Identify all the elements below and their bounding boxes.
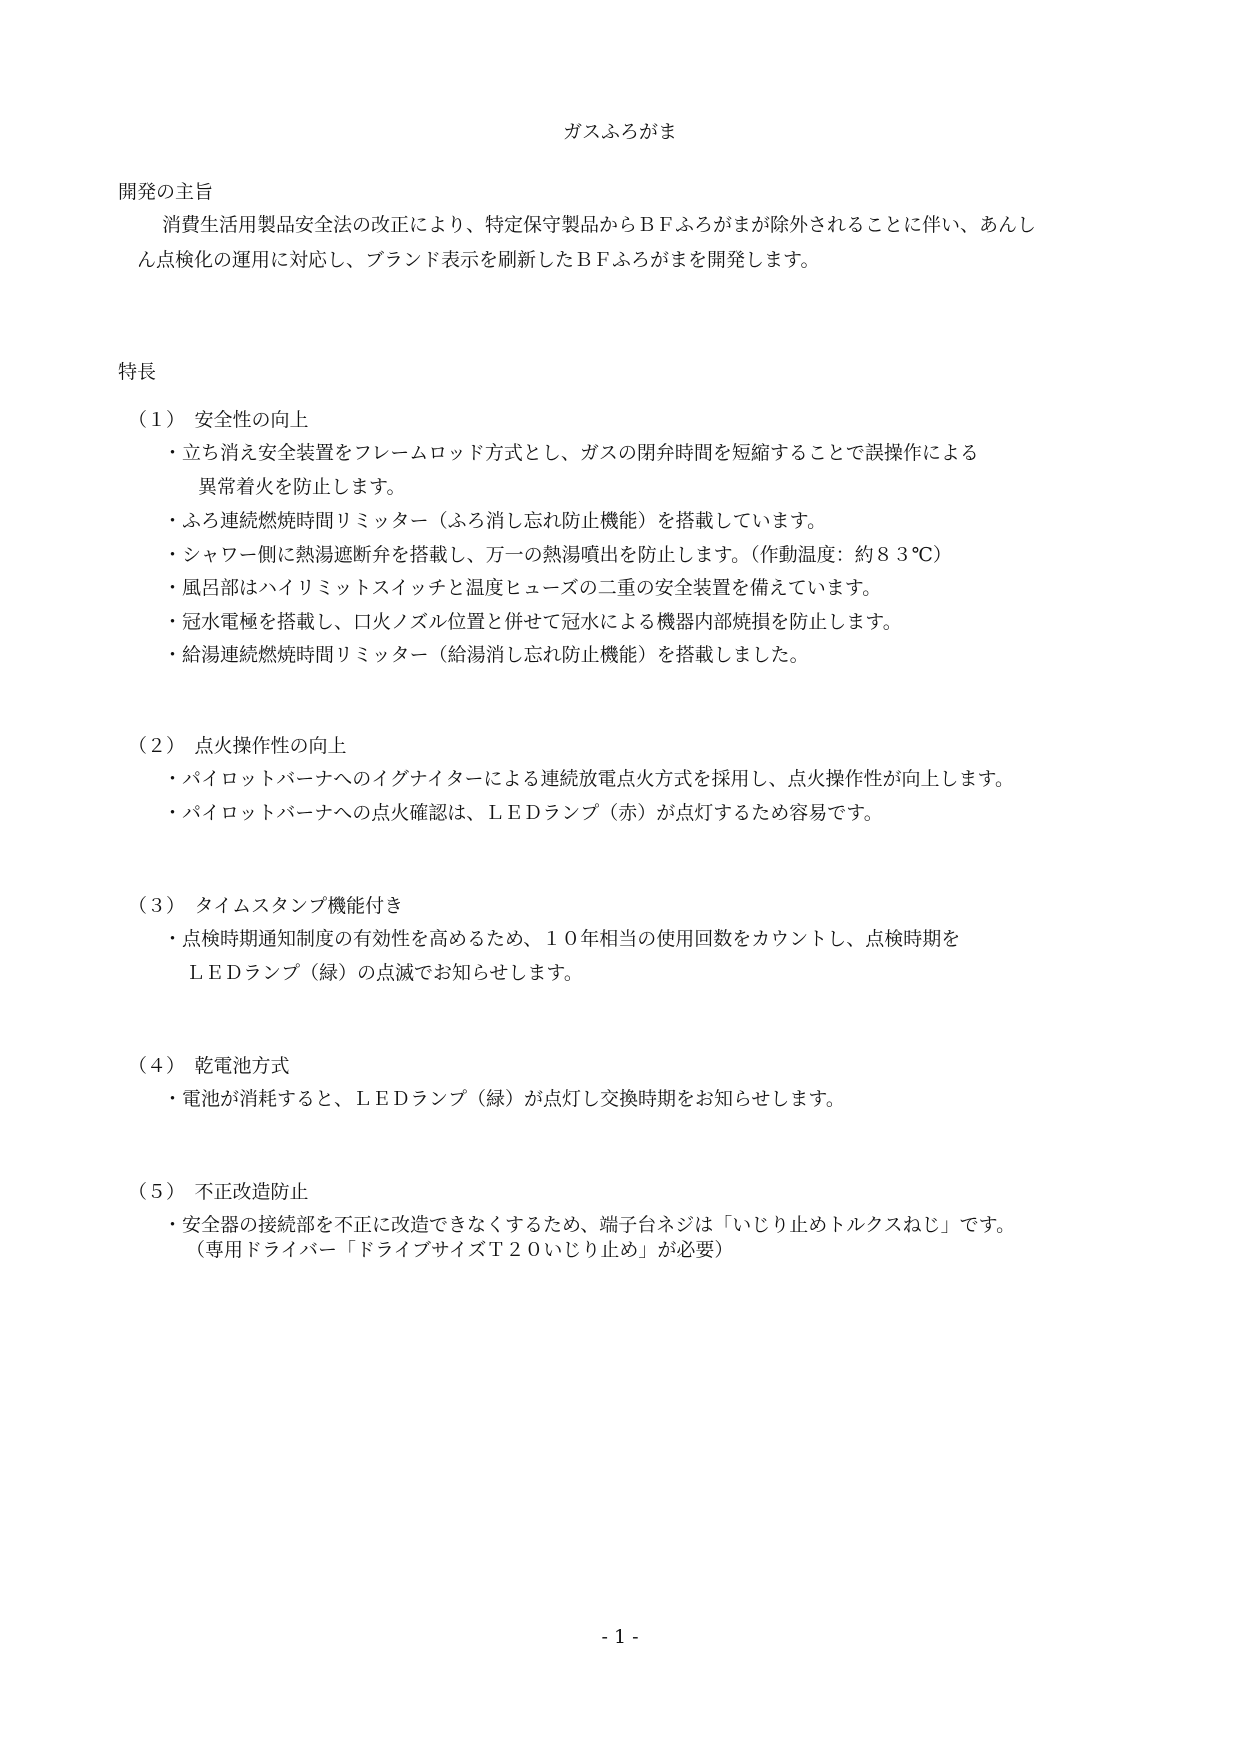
feature-item: ・シャワー側に熱湯遮断弁を搭載し、万一の熱湯噴出を防止します。（作動温度：約８３℃）	[163, 544, 952, 566]
purpose-line: 消費生活用製品安全法の改正により、特定保守製品からＢＦふろがまが除外されることに伴い、あんし	[162, 214, 1037, 236]
section-heading-safety: （１） 安全性の向上	[128, 409, 309, 431]
feature-item: ・パイロットバーナへの点火確認は、ＬＥＤランプ（赤）が点灯するため容易です。	[163, 802, 883, 824]
feature-item: ・冠水電極を搭載し、口火ノズル位置と併せて冠水による機器内部焼損を防止します。	[163, 611, 902, 633]
section-heading-tamper: （５） 不正改造防止	[128, 1181, 309, 1203]
feature-item: ・パイロットバーナへのイグナイターによる連続放電点火方式を採用し、点火操作性が向上します。	[163, 768, 1015, 790]
feature-item: ・風呂部はハイリミットスイッチと温度ヒューズの二重の安全装置を備えています。	[163, 577, 882, 599]
feature-item: ・点検時期通知制度の有効性を高めるため、１０年相当の使用回数をカウントし、点検時期を	[163, 928, 961, 950]
section-heading-battery: （４） 乾電池方式	[128, 1055, 290, 1077]
feature-item: ・給湯連続燃焼時間リミッター（給湯消し忘れ防止機能）を搭載しました。	[163, 644, 809, 666]
purpose-heading: 開発の主旨	[118, 181, 214, 203]
feature-item-continuation: ＬＥＤランプ（緑）の点滅でお知らせします。	[186, 962, 583, 984]
purpose-line: ん点検化の運用に対応し、ブランド表示を刷新したＢＦふろがまを開発します。	[137, 249, 820, 271]
section-heading-ignition: （２） 点火操作性の向上	[128, 735, 347, 757]
feature-item-continuation: 異常着火を防止します。	[198, 476, 406, 498]
feature-item: ・ふろ連続燃焼時間リミッター（ふろ消し忘れ防止機能）を搭載しています。	[163, 510, 827, 532]
features-heading: 特長	[118, 361, 157, 383]
document-title: ガスふろがま	[562, 121, 677, 143]
feature-item: ・立ち消え安全装置をフレームロッド方式とし、ガスの閉弁時間を短縮することで誤操作による	[163, 442, 979, 464]
feature-item-continuation: （専用ドライバー「ドライブサイズＴ２０いじり止め」が必要）	[186, 1239, 734, 1261]
feature-item: ・安全器の接続部を不正に改造できなくするため、端子台ネジは「いじり止めトルクスねじ」です。	[163, 1214, 1016, 1236]
page-number: - 1 -	[601, 1626, 639, 1648]
section-heading-timestamp: （３） タイムスタンプ機能付き	[128, 895, 404, 917]
feature-item: ・電池が消耗すると、ＬＥＤランプ（緑）が点灯し交換時期をお知らせします。	[163, 1088, 845, 1110]
